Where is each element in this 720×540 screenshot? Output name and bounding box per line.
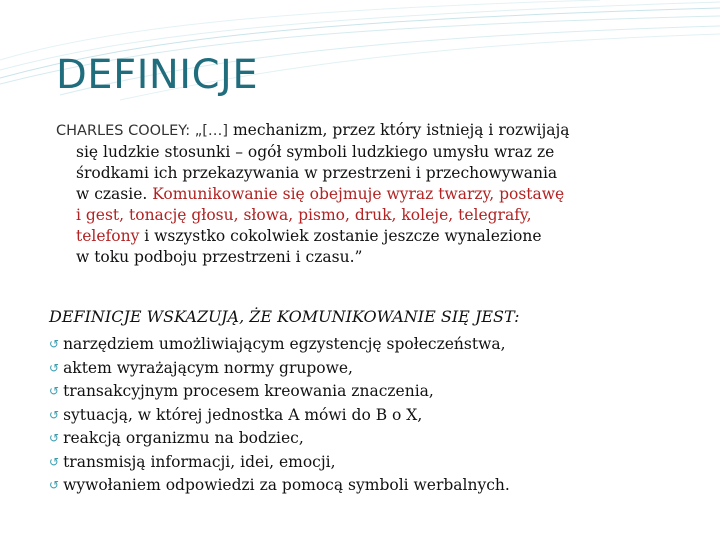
definitions-list <box>49 333 510 498</box>
swirl-bullet-icon: ↺ <box>49 360 60 375</box>
quote-line-5: i gest, tonację głosu, słowa, pismo, druk, koleje, telegrafy, <box>76 206 532 224</box>
list-item: ↺ sytuacją, w której jednostka A mówi do B o X, <box>49 404 510 428</box>
swirl-bullet-icon: ↺ <box>49 407 60 422</box>
highlighted-text: telefony <box>76 227 140 245</box>
quote-line-2: się ludzkie stosunki – ogół symboli ludzkiego umysłu wraz ze <box>76 143 555 161</box>
swirl-bullet-icon: ↺ <box>49 454 60 469</box>
highlighted-text: Komunikowanie się obejmuje wyraz twarzy, postawę <box>152 185 565 203</box>
swirl-bullet-icon: ↺ <box>49 384 60 398</box>
definitions-subheading: DEFINICJE WSKAZUJĄ, ŻE KOMUNIKOWANIE SIĘ JEST: <box>49 307 520 326</box>
cooley-quote <box>56 120 696 268</box>
quote-author: CHARLES COOLEY: „[…] <box>56 123 229 139</box>
swirl-bullet-icon: ↺ <box>49 431 60 445</box>
list-item: ↺ aktem wyrażającym normy grupowe, <box>49 357 510 381</box>
list-item: ↺ narzędziem umożliwiającym egzystencję społeczeństwa, <box>49 333 510 357</box>
quote-line-1: CHARLES COOLEY: „[…] mechanizm, przez który istnieją i rozwijają <box>56 121 570 139</box>
swirl-bullet-icon: ↺ <box>49 478 60 492</box>
quote-line-3: środkami ich przekazywania w przestrzeni i przechowywania <box>76 164 558 182</box>
quote-line-6: telefony i wszystko cokolwiek zostanie jeszcze wynalezione <box>76 227 542 245</box>
quote-line-7: w toku podboju przestrzeni i czasu.” <box>76 248 363 266</box>
list-item: ↺ transakcyjnym procesem kreowania znaczenia, <box>49 380 510 404</box>
list-item: ↺ reakcją organizmu na bodziec, <box>49 427 510 451</box>
swirl-bullet-icon: ↺ <box>49 337 60 351</box>
list-item: ↺ transmisją informacji, idei, emocji, <box>49 451 510 475</box>
list-item: ↺ wywołaniem odpowiedzi za pomocą symboli werbalnych. <box>49 474 510 498</box>
page-title: DEFINICJE <box>56 52 259 98</box>
quote-line-4: w czasie. Komunikowanie się obejmuje wyraz twarzy, postawę <box>76 185 565 203</box>
